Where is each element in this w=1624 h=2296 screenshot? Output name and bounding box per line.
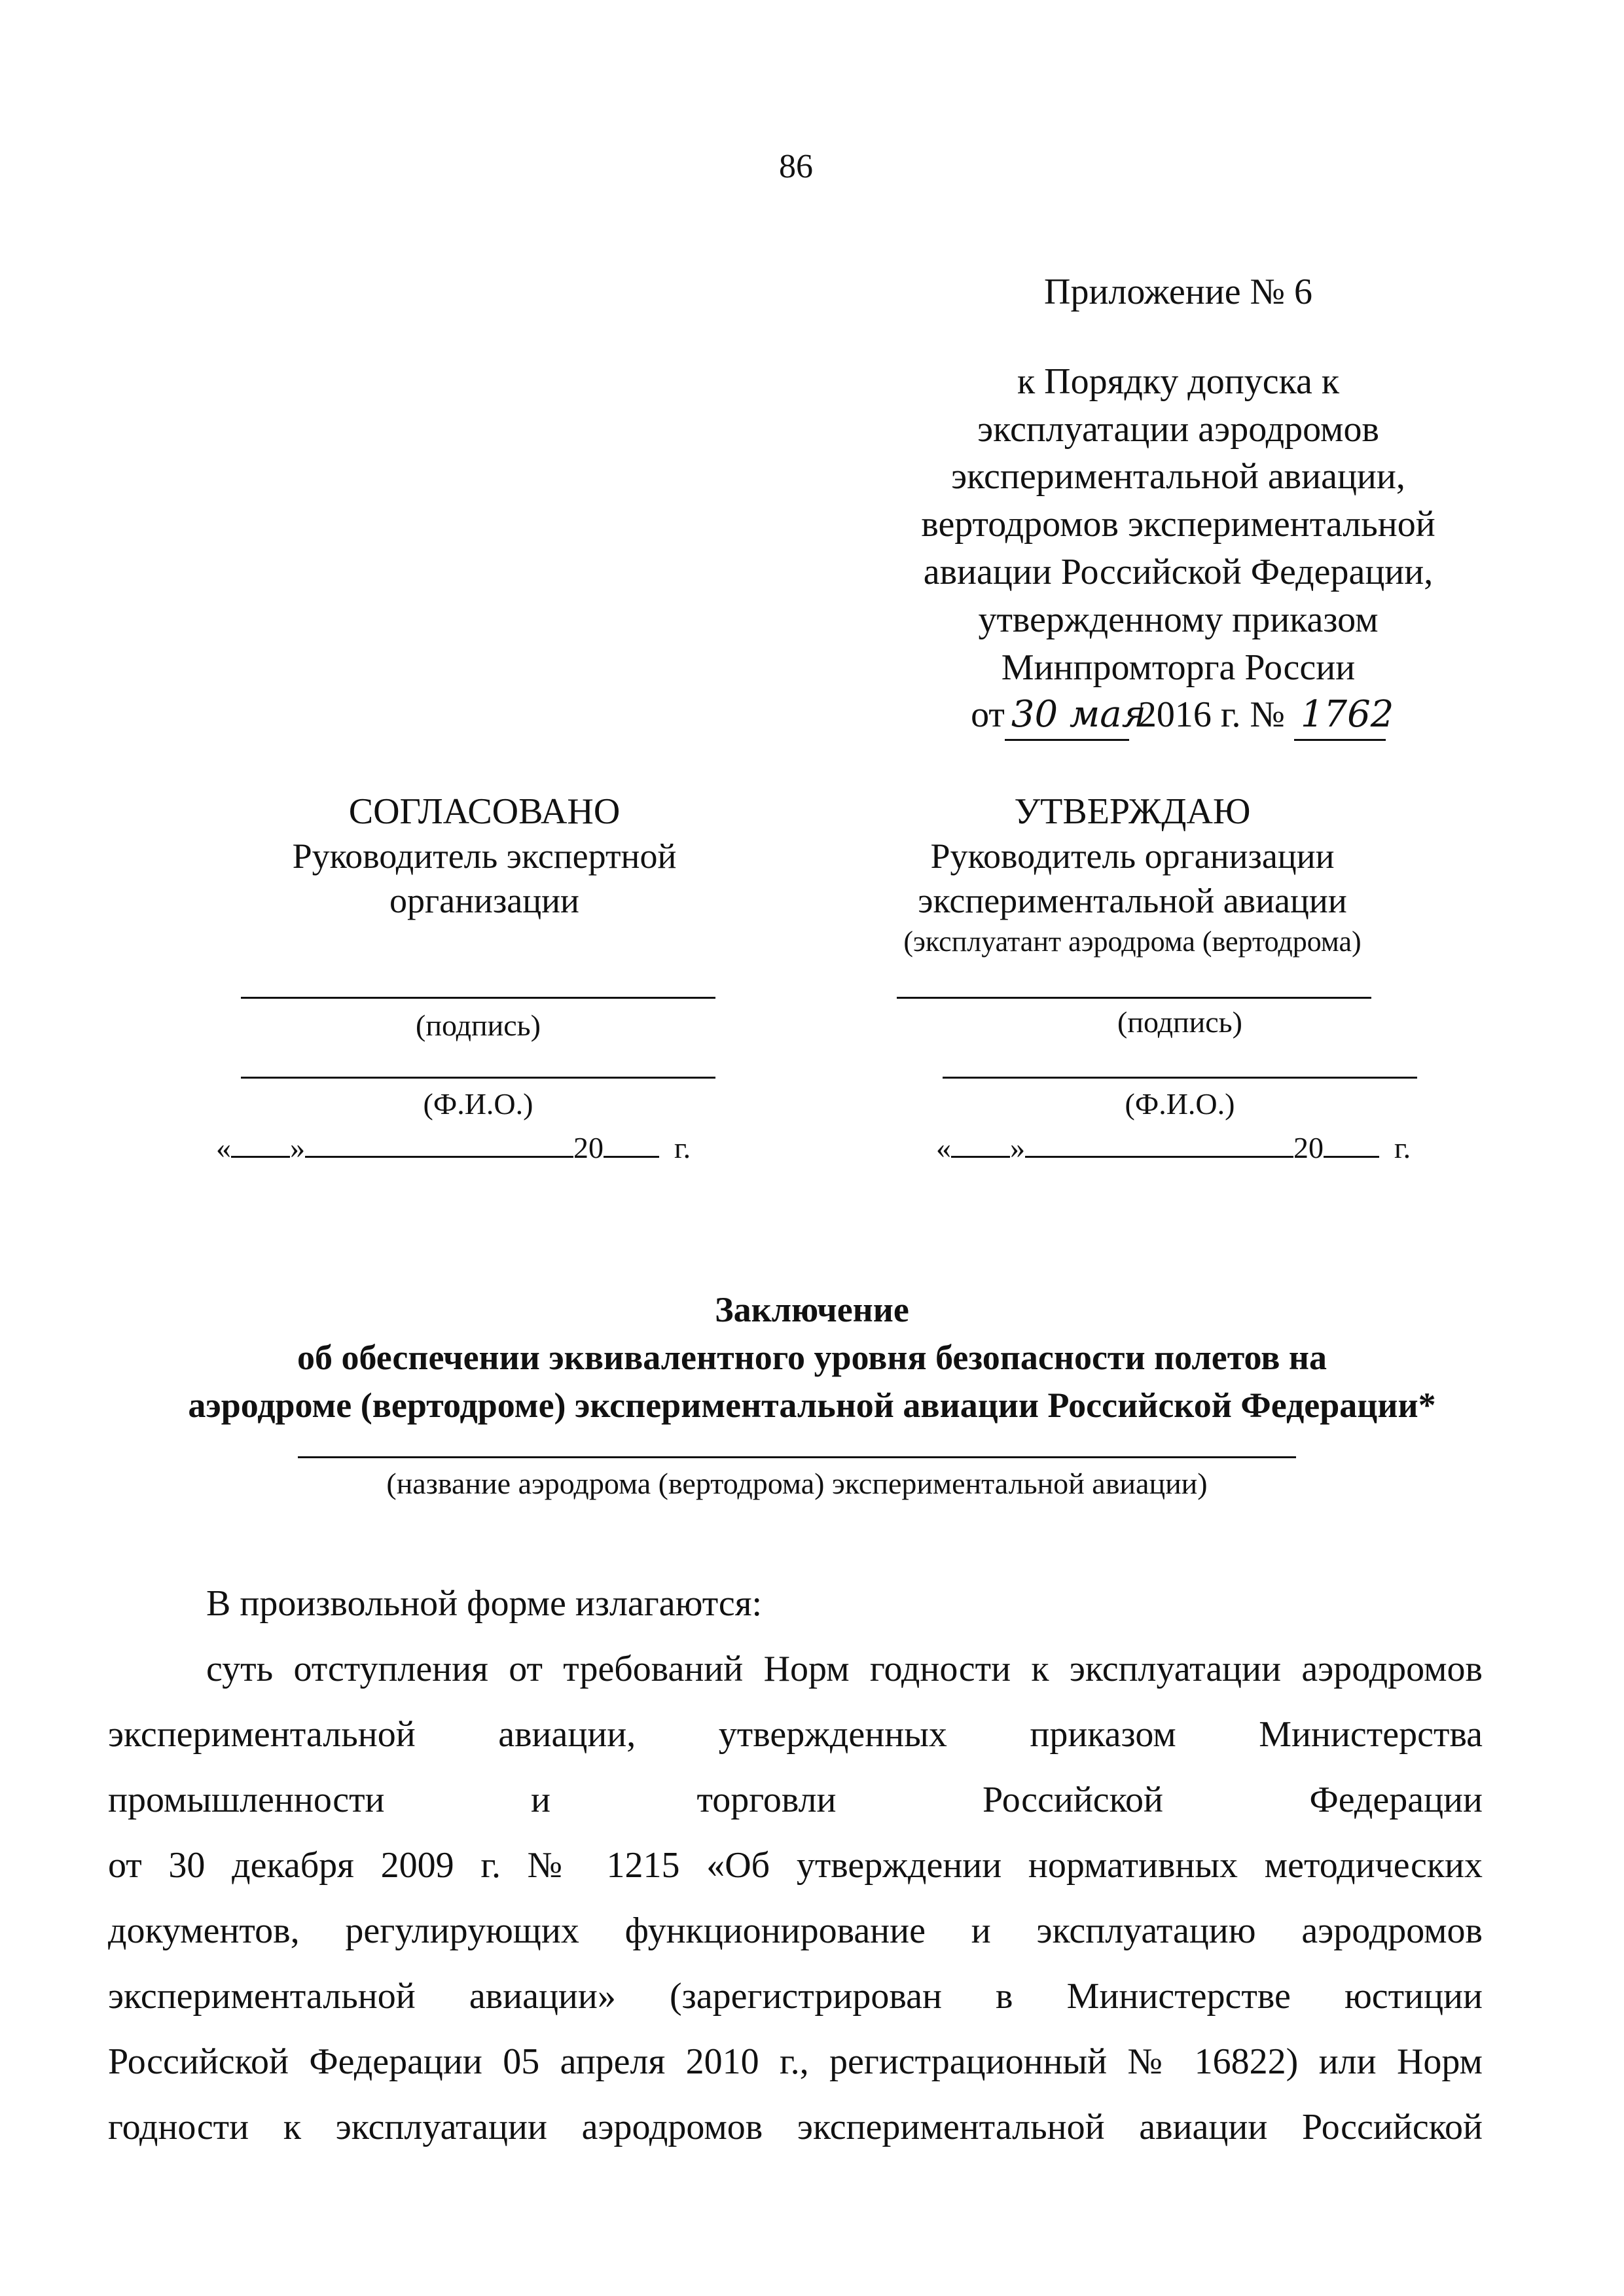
conclusion-line: аэродроме (вертодроме) экспериментальной авиации Российской Федерации* — [188, 1385, 1436, 1425]
agreed-date-line: « » 20 г. — [216, 1126, 691, 1165]
agreed-heading: СОГЛАСОВАНО — [348, 791, 621, 832]
agreed-line: организации — [389, 880, 579, 920]
approved-line: Руководитель организации — [930, 836, 1335, 876]
body-line: экспериментальной авиации» (зарегистрирован в Министерстве юстиции — [108, 1976, 1483, 2017]
approved-signature-line — [897, 997, 1371, 999]
agreed-line: Руководитель экспертной — [292, 836, 677, 876]
order-number-handwritten: 1762 — [1294, 691, 1386, 741]
approved-block — [851, 789, 1414, 960]
approved-name-line — [943, 1077, 1417, 1079]
body-intro: В произвольной форме излагаются: — [206, 1583, 763, 1624]
appendix-line: авиации Российской Федерации, — [923, 551, 1434, 592]
conclusion-title: Заключение — [715, 1290, 909, 1329]
body-line: документов, регулирующих функционирование и эксплуатацию аэродромов — [108, 1910, 1483, 1951]
appendix-line: утвержденному приказом — [978, 599, 1379, 640]
appendix-line: экспериментальной авиации, — [951, 456, 1405, 497]
conclusion-heading — [79, 1286, 1545, 1429]
appendix-block — [851, 268, 1506, 741]
signature-caption: (подпись) — [1117, 1005, 1242, 1039]
agreed-block — [216, 789, 753, 923]
aerodrome-name-caption: (название аэродрома (вертодрома) экспериментальной авиации) — [386, 1467, 1208, 1500]
approved-line: экспериментальной авиации — [918, 880, 1347, 920]
name-caption: (Ф.И.О.) — [423, 1087, 533, 1121]
body-line: экспериментальной авиации, утвержденных приказом Министерства — [108, 1714, 1483, 1755]
appendix-line: эксплуатации аэродромов — [977, 408, 1379, 450]
order-year: 2016 г. № — [1138, 694, 1285, 736]
aerodrome-name-line — [298, 1456, 1296, 1458]
appendix-line: вертодромов экспериментальной — [921, 504, 1435, 545]
order-date-handwritten: 30 мая — [1005, 691, 1129, 741]
order-line — [851, 691, 1506, 741]
body-line: суть отступления от требований Норм годности к эксплуатации аэродромов — [206, 1649, 1483, 1689]
body-line: от 30 декабря 2009 г. № 1215 «Об утверждении нормативных методических — [108, 1845, 1483, 1886]
appendix-line: Минпромторга России — [1001, 647, 1356, 688]
body-line: годности к эксплуатации аэродромов экспериментальной авиации Российской — [108, 2107, 1483, 2147]
body-text — [108, 1571, 1483, 2160]
body-line: промышленности и торговли Российской Федерации — [108, 1780, 1483, 1820]
body-line: Российской Федерации 05 апреля 2010 г., регистрационный № 16822) или Норм — [108, 2041, 1483, 2082]
approved-operator-note: (эксплуатант аэродрома (вертодрома) — [903, 925, 1362, 958]
order-prefix: от — [971, 694, 1005, 736]
appendix-line: к Порядку допуска к — [1017, 361, 1340, 402]
signature-caption: (подпись) — [416, 1009, 541, 1042]
agreed-signature-line — [241, 997, 715, 999]
approved-heading: УТВЕРЖДАЮ — [1014, 791, 1251, 832]
name-caption: (Ф.И.О.) — [1125, 1087, 1235, 1121]
approved-date-line: « » 20 г. — [936, 1126, 1411, 1165]
appendix-title: Приложение № 6 — [1044, 272, 1312, 312]
conclusion-line: об обеспечении эквивалентного уровня безопасности полетов на — [297, 1337, 1327, 1377]
agreed-name-line — [241, 1077, 715, 1079]
page-number: 86 — [779, 148, 813, 185]
